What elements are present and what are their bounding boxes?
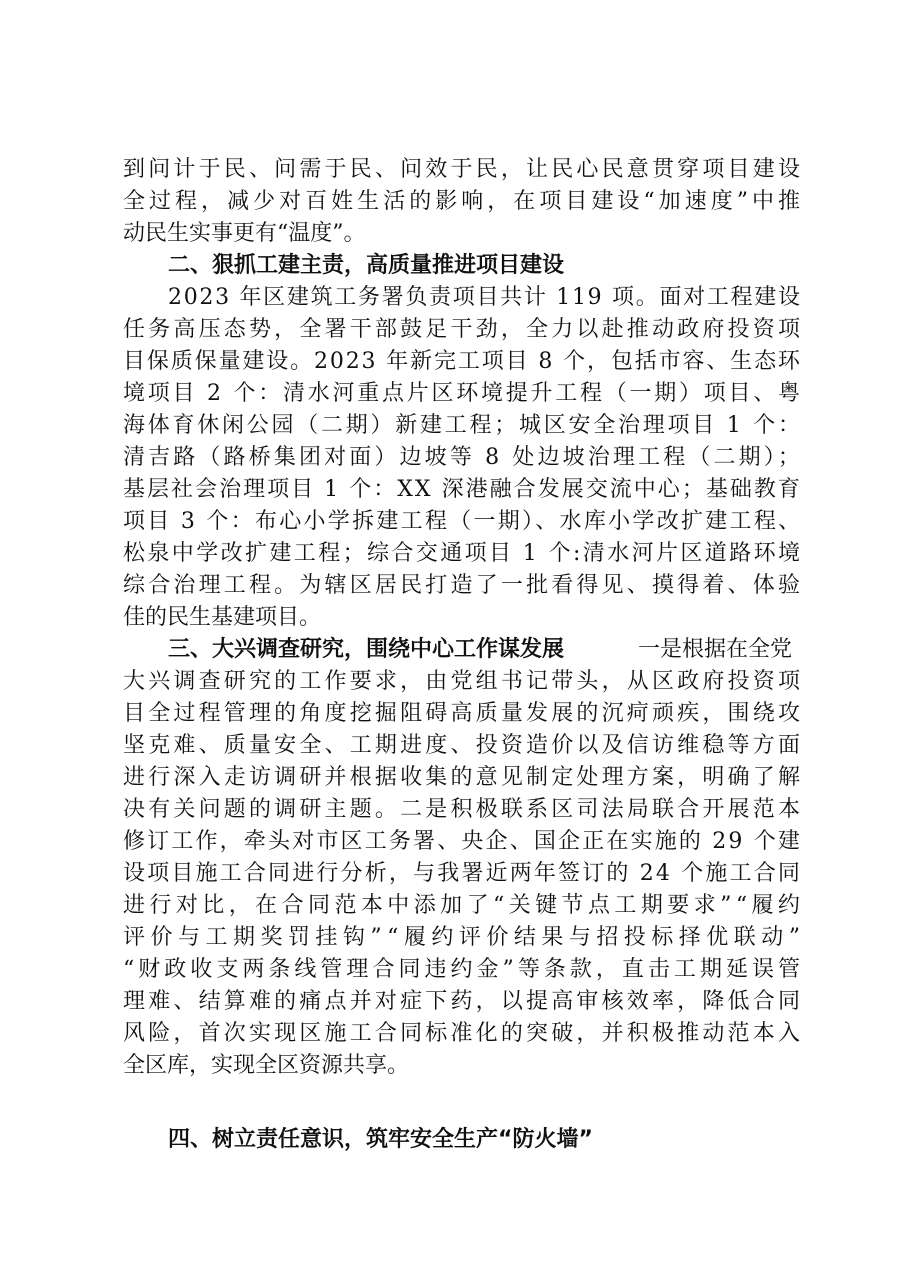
- line-text: 坚克难、质量安全、工期进度、投资造价以及信访维稳等方面: [123, 733, 804, 758]
- line-text: 动民生实事更有“温度”。: [123, 221, 366, 246]
- line-text: 风险，首次实现区施工合同标准化的突破，并积极推动范本入: [123, 1021, 804, 1046]
- line-text: 设项目施工合同进行分析，与我署近两年签订的 24 个施工合同: [123, 861, 803, 886]
- line-text: 进行深入走访调研并根据收集的意见制定处理方案，明确了解: [123, 765, 804, 790]
- section-heading: 三、大兴调查研究，围绕中心工作谋发展: [168, 637, 565, 662]
- line-text: 境项目 2 个：清水河重点片区环境提升工程（一期）项目、粤: [123, 381, 803, 406]
- heading-text: 二、狠抓工建主责，高质量推进项目建设: [168, 253, 565, 278]
- line-text: 海体育休闲公园（二期）新建工程；城区安全治理项目 1 个：: [123, 413, 803, 438]
- line-text: 任务高压态势，全署干部鼓足干劲，全力以赴推动政府投资项: [123, 317, 804, 342]
- line-text: 目保质保量建设。2023 年新完工项目 8 个，包括市容、生态环: [123, 349, 802, 374]
- line-text: 佳的民生基建项目。: [123, 605, 322, 630]
- line-text: 大兴调查研究的工作要求，由党组书记带头，从区政府投资项: [123, 669, 804, 694]
- line-text: 目全过程管理的角度挖掘阻碍高质量发展的沉疴顽疾，围绕攻: [123, 701, 804, 726]
- line-text: “财政收支两条线管理合同违约金”等条款，直击工期延误管: [123, 957, 805, 982]
- line-text: 到问计于民、问需于民、问效于民，让民心民意贯穿项目建设: [123, 157, 804, 182]
- line-text: 评价与工期奖罚挂钩”“履约评价结果与招投标择优联动”: [123, 925, 806, 950]
- line-text: 项目 3 个：布心小学拆建工程（一期）、水库小学改扩建工程、: [123, 509, 803, 534]
- line-text: 清吉路（路桥集团对面）边坡等 8 处边坡治理工程（二期）；: [123, 445, 804, 470]
- line-text: 一是根据在全党: [638, 637, 793, 662]
- line-text: 2023 年区建筑工务署负责项目共计 119 项。面对工程建设: [168, 285, 802, 310]
- line-text: 全过程，减少对百姓生活的影响，在项目建设“加速度”中推: [123, 189, 805, 214]
- line-text: 理难、结算难的痛点并对症下药，以提高审核效率，降低合同: [123, 989, 804, 1014]
- line-text: 进行对比，在合同范本中添加了“关键节点工期要求”“履约: [123, 893, 805, 918]
- line-text: 修订工作，牵头对市区工务署、央企、国企正在实施的 29 个建: [123, 829, 803, 854]
- heading-text: 四、树立责任意识，筑牢安全生产“防火墙”: [168, 1127, 593, 1152]
- line-text: 松泉中学改扩建工程；综合交通项目 1 个:清水河片区道路环境: [123, 541, 803, 566]
- line-text: 基层社会治理项目 1 个：XX 深港融合发展交流中心；基础教育: [123, 477, 802, 502]
- line-text: 决有关问题的调研主题。二是积极联系区司法局联合开展范本: [123, 797, 804, 822]
- line-text: 全区库，实现全区资源共享。: [123, 1053, 410, 1078]
- line-text: 综合治理工程。为辖区居民打造了一批看得见、摸得着、体验: [123, 573, 804, 598]
